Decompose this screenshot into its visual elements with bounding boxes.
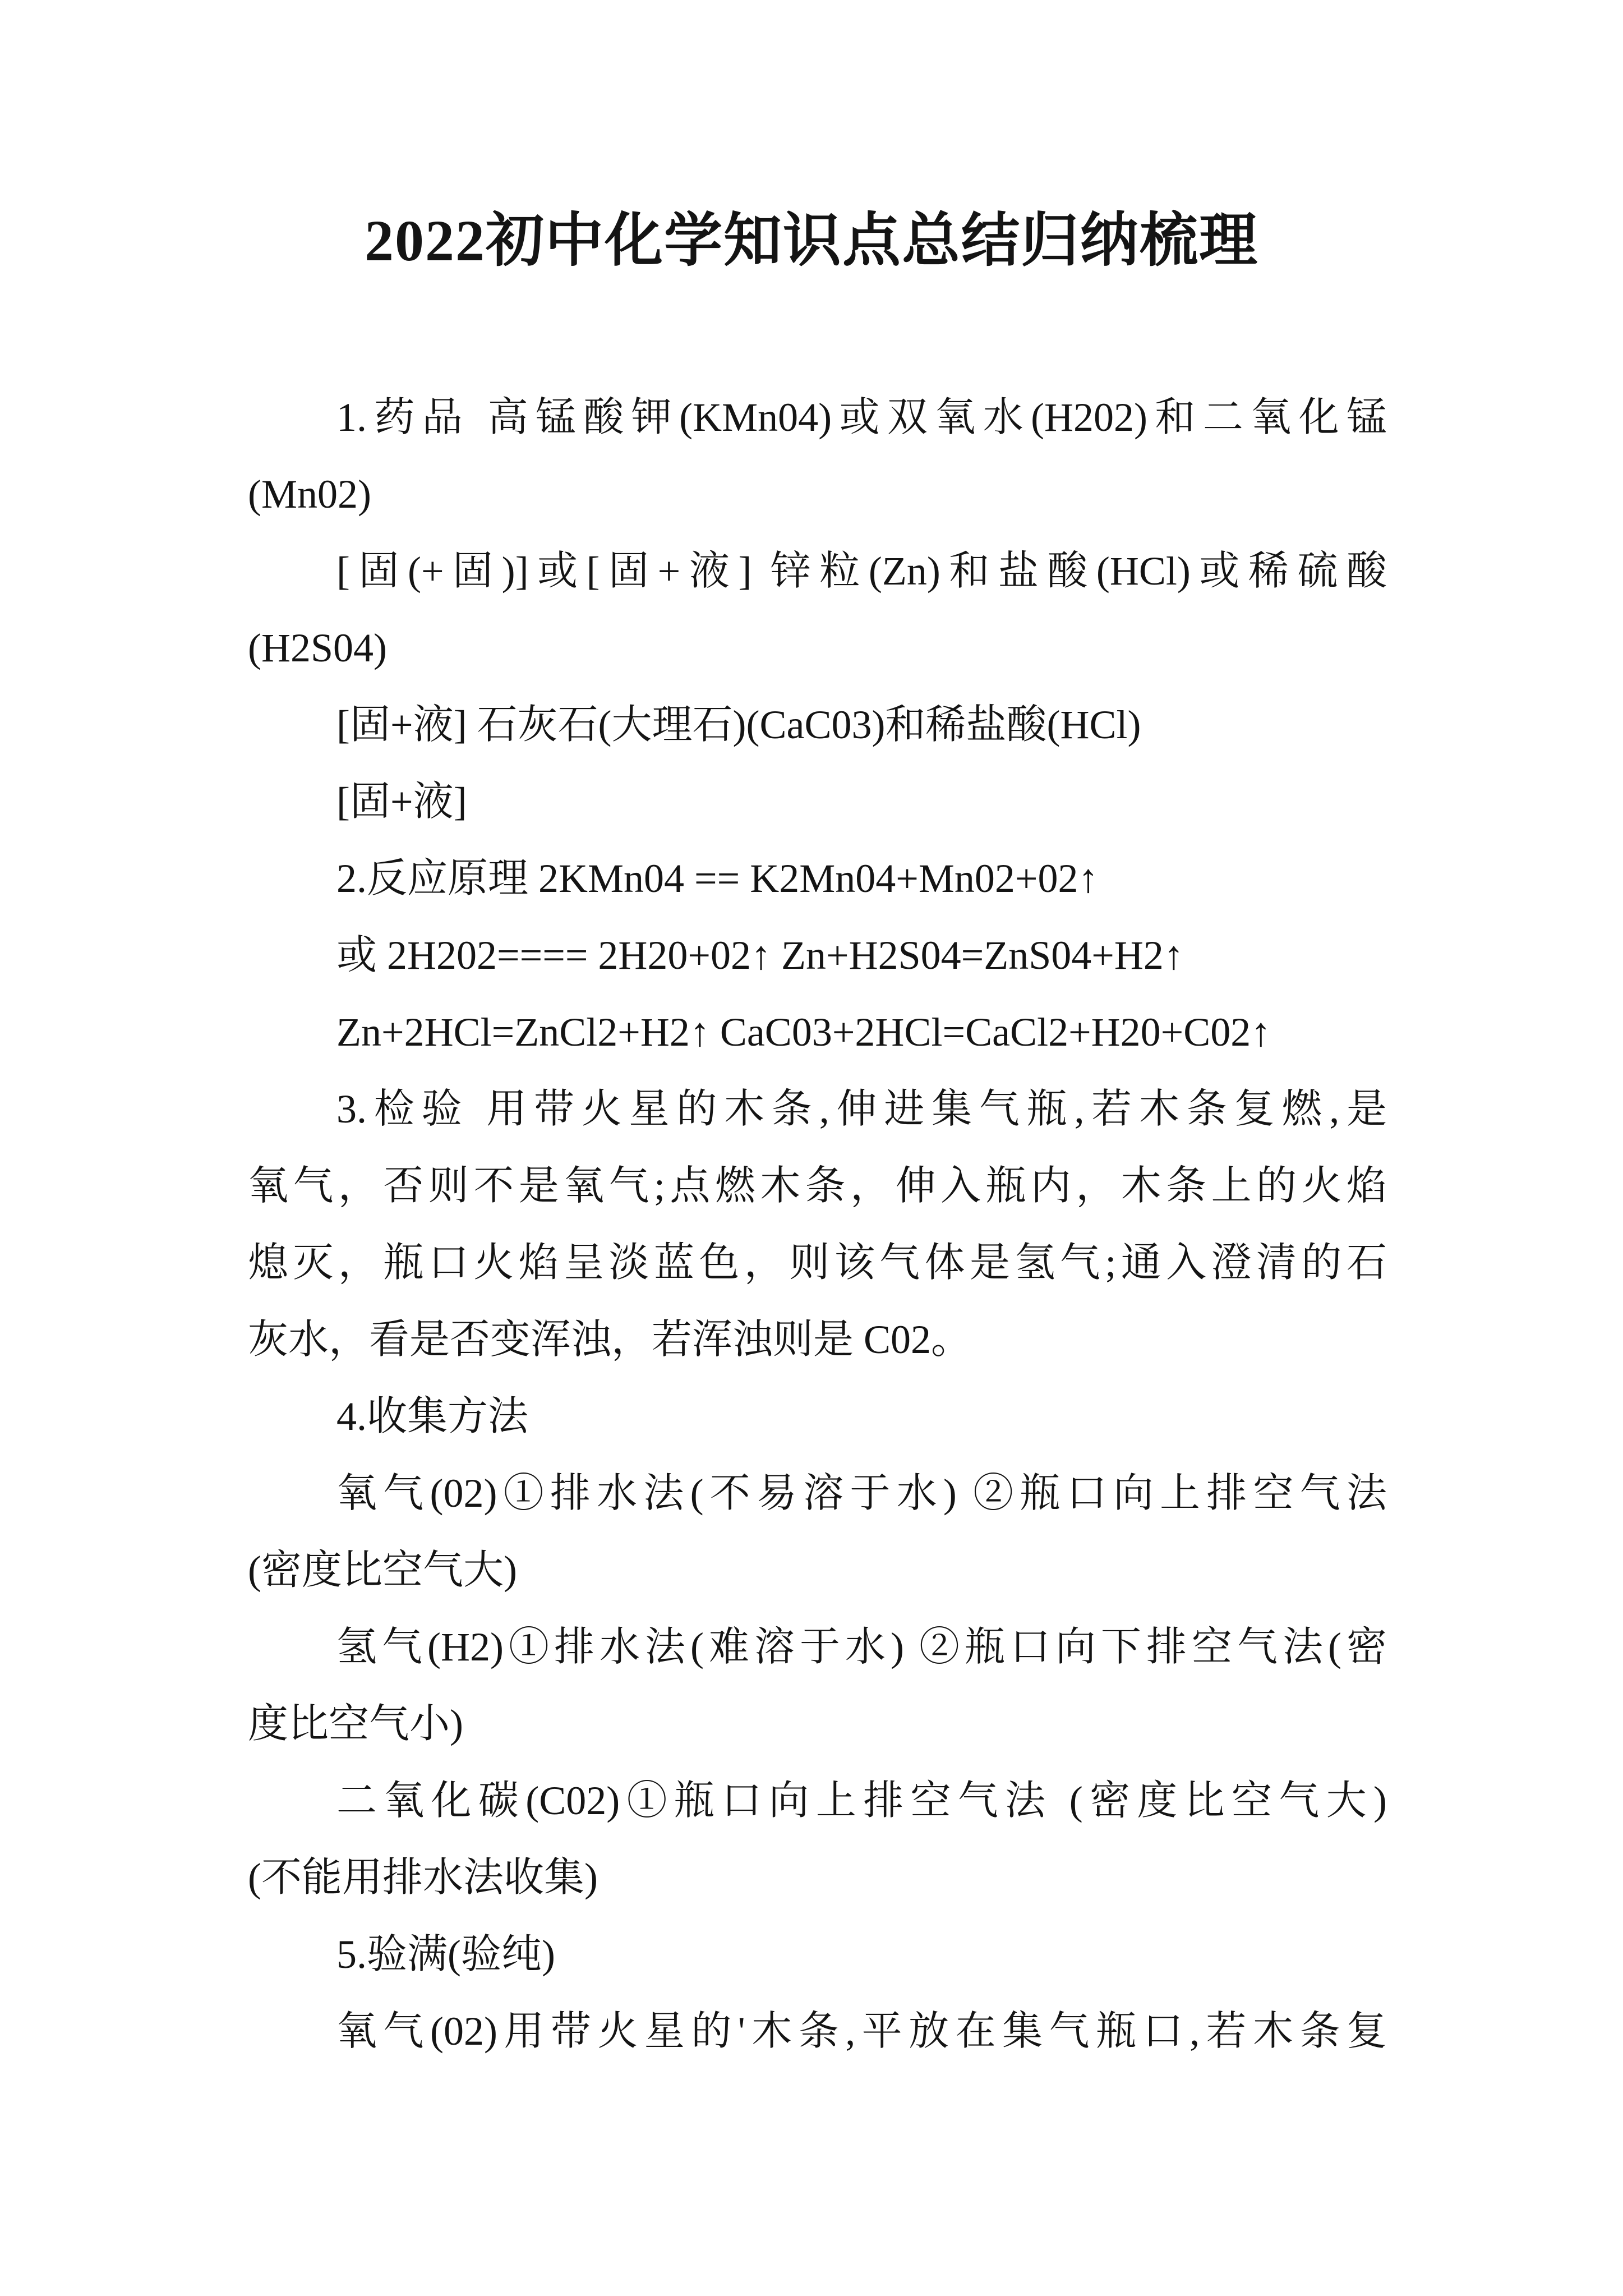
reaction-equations-line-1: 或 2H202==== 2H20+02↑ Zn+H2S04=ZnS04+H2↑ (336, 933, 1184, 978)
collection-co2-line: 二氧化碳(C02)①瓶口向上排空气法 (密度比空气大) (336, 1778, 1387, 1823)
reagents-co2-line: [固+液] 石灰石(大理石)(CaC03)和稀盐酸(HCl) (336, 702, 1141, 747)
reagents-line-continued: (Mn02) (248, 472, 371, 517)
collection-heading: 4.收集方法 (336, 1394, 529, 1439)
collection-co2-line-continued: (不能用排水法收集) (248, 1855, 598, 1900)
reaction-principle-line: 2.反应原理 2KMn04 == K2Mn04+Mn02+02↑ (336, 856, 1099, 901)
document-body (248, 379, 1387, 2070)
reagents-state-line: [固+液] (336, 779, 467, 824)
collection-hydrogen-line-continued: 度比空气小) (248, 1701, 463, 1746)
collection-oxygen-line: 氧气(02)①排水法(不易溶于水) ②瓶口向上排空气法 (336, 1471, 1387, 1516)
document-title: 2022初中化学知识点总结归纳梳理 (364, 209, 1258, 273)
verification-oxygen-line: 氧气(02)用带火星的'木条,平放在集气瓶口,若木条复 (336, 2009, 1387, 2054)
test-method-line-4: 灰水，看是否变浑浊，若浑浊则是 C02。 (248, 1317, 972, 1362)
reagents-hydrogen-line-continued: (H2S04) (248, 625, 387, 670)
test-method-line-3: 熄灭，瓶口火焰呈淡蓝色，则该气体是氢气;通入澄清的石 (248, 1240, 1387, 1285)
collection-oxygen-line-continued: (密度比空气大) (248, 1548, 517, 1593)
reagents-line: 1.药品 高锰酸钾(KMn04)或双氧水(H202)和二氧化锰 (336, 395, 1387, 440)
test-method-line-2: 氧气，否则不是氧气;点燃木条，伸入瓶内，木条上的火焰 (248, 1163, 1387, 1208)
collection-hydrogen-line: 氢气(H2)①排水法(难溶于水) ②瓶口向下排空气法(密 (336, 1625, 1387, 1669)
test-method-line-1: 3.检验 用带火星的木条,伸进集气瓶,若木条复燃,是 (336, 1087, 1387, 1131)
reaction-equations-line-2: Zn+2HCl=ZnCl2+H2↑ CaC03+2HCl=CaCl2+H20+C02↑ (336, 1010, 1271, 1055)
reagents-hydrogen-line: [固(+固)]或[固+液] 锌粒(Zn)和盐酸(HCl)或稀硫酸 (336, 549, 1387, 593)
verification-heading: 5.验满(验纯) (336, 1932, 555, 1977)
